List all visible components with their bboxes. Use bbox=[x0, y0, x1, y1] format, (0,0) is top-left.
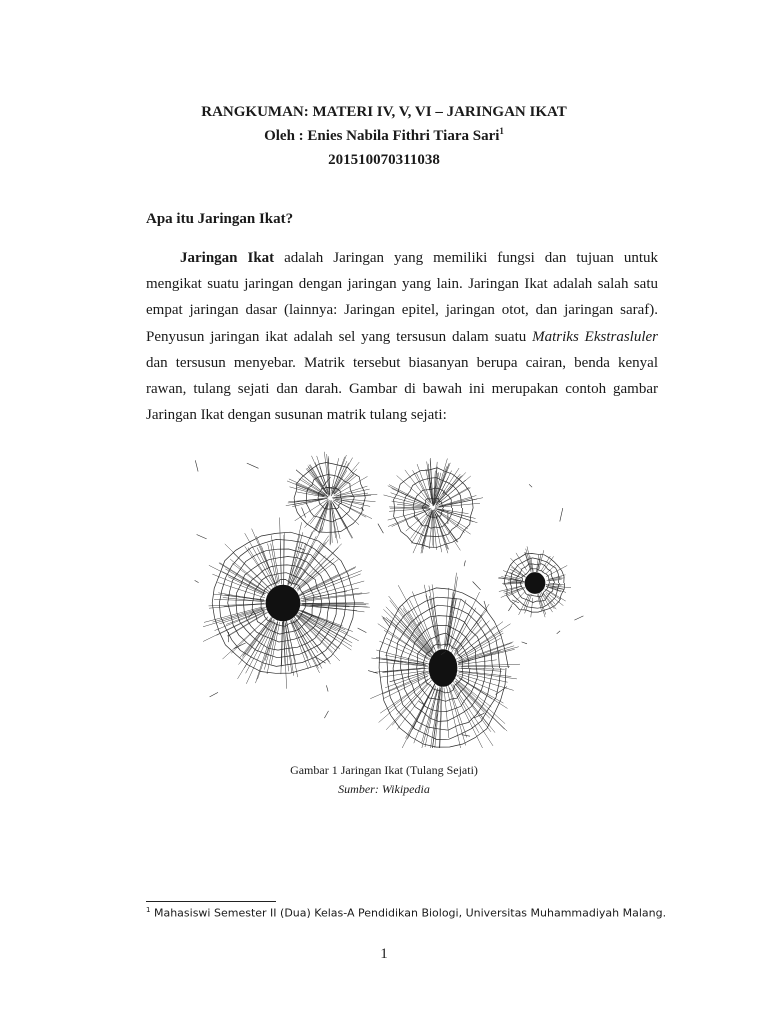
footnote-marker: 1 bbox=[146, 906, 151, 914]
student-id: 201510070311038 bbox=[328, 152, 440, 168]
author-line bbox=[0, 124, 768, 148]
body-paragraph bbox=[146, 245, 658, 428]
caption-text: Gambar 1 Jaringan Ikat (Tulang Sejati) bbox=[290, 763, 478, 777]
document-header bbox=[0, 100, 768, 172]
author-name: Oleh : Enies Nabila Fithri Tiara Sari bbox=[264, 128, 500, 144]
section-heading: Apa itu Jaringan Ikat? bbox=[146, 211, 294, 227]
footnote-divider bbox=[146, 901, 276, 902]
paragraph-text-b: dan tersusun menyebar. Matrik tersebut biasanyan berupa cairan, benda kenyal rawan, tulang sejati dan darah. Gambar di bawah ini merupakan contoh gambar Jaringan Ikat dengan susunan matrik tulang sejati: bbox=[146, 354, 658, 424]
figure-caption bbox=[0, 761, 768, 799]
paragraph-text-a: adalah Jaringan yang memiliki fungsi dan tujuan untuk mengikat suatu jaringan dengan jaringan yang lain. Jaringan Ikat adalah salah satu empat jaringan dasar (lainnya: Jaringan epitel, jaringan otot, dan jaringan saraf). Penyusun jaringan ikat adalah sel yang tersusun dalam suatu bbox=[146, 250, 658, 345]
footnote bbox=[146, 906, 666, 920]
bone-tissue-illustration bbox=[185, 448, 585, 748]
footnote-reference[interactable]: 1 bbox=[499, 126, 504, 136]
footnote-text: Mahasiswi Semester II (Dua) Kelas-A Pendidikan Biologi, Universitas Muhammadiyah Malang. bbox=[150, 906, 667, 920]
document-title: RANGKUMAN: MATERI IV, V, VI – JARINGAN IKAT bbox=[201, 104, 567, 120]
term-bold: Jaringan Ikat bbox=[180, 250, 275, 266]
caption-source: Sumber: Wikipedia bbox=[338, 782, 430, 796]
term-italic: Matriks Ekstrasluler bbox=[532, 328, 658, 345]
page-number: 1 bbox=[380, 946, 388, 962]
